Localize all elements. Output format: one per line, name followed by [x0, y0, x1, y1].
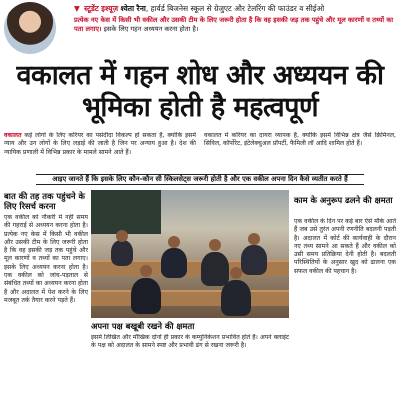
student	[201, 252, 229, 286]
author-role: हार्वर्ड बिजनेस स्कूल से ग्रेजुएट और टेलरिंग की फाउंडर व सीईओ	[150, 4, 325, 13]
byline: ▼ स्टूडेंट इश्यूज़ श्वेता रैना, हार्वर्ड बिजनेस स्कूल से ग्रेजुएट और टेलरिंग की फाउंडर व सीईओ	[74, 4, 325, 13]
intro-highlight: प्रत्येक नए केस में किसी भी वकील और उसकी टीम के लिए जरूरी होता है कि वह इसकी जड़ तक पहुंचे और मूल कारणों व तथ्यों का पता लगाए।	[74, 16, 394, 33]
section-bottom-text: इसमें लिखित और मौखिक दोनों ही प्रकार के कम्युनिकेशन प्रभावित होते हैं। अपने क्लाइंट के पक्ष को अदालत के सामने स्पष्ट और प्रभावी ढंग से रखना जरूरी है।	[91, 334, 289, 350]
student-head	[168, 236, 180, 248]
section-banner: आइए जानते हैं कि इसके लिए कौन-कौन सी स्किलसेट्स जरूरी होती है और एक वकील अपना दिन कैसे व्यतीत करते हैं	[36, 174, 364, 185]
lead-column-1	[4, 132, 196, 172]
classroom-photo	[91, 190, 289, 318]
section-left-heading: बात की तह तक पहुंचने के लिए रिसर्च करना	[4, 191, 85, 211]
desk-row	[91, 290, 289, 306]
headline: वकालत में गहन शोध और अध्ययन की भूमिका होती है महत्वपूर्ण	[16, 60, 384, 123]
student	[241, 245, 267, 275]
student-head	[209, 239, 221, 251]
lead-text-2: वकालत में करियर का दायरा व्यापक है, क्योंकि इसमें विभिन्न क्षेत्र जैसे क्रिमिनल, सिविल, कॉर्पोरेट, इंटेलेक्चुअल प्रॉपर्टी, फैमिली लॉ आदि शामिल होते हैं।	[204, 132, 396, 148]
triangle-icon: ▼	[74, 4, 80, 13]
article-header	[0, 0, 400, 58]
section-right-text: एक वकील के दिन पर कई बार ऐसे मौके आते हैं जब उसे तुरंत अपनी रणनीति बदलनी पड़ती है। अदालत में कोर्ट की कार्यवाही के दौरान नए तथ्य सामने आ सकते हैं और वकील को उसी समय प्रतिक्रिया देनी होती है। बदलती परिस्थितियों के अनुसार खुद को ढालना एक सफल वकील की पहचान है।	[294, 218, 396, 275]
student	[221, 280, 251, 316]
author-name: श्वेता रैना	[120, 4, 146, 13]
author-avatar	[4, 2, 56, 54]
student-head	[230, 267, 242, 279]
intro-text	[74, 16, 396, 34]
section-bottom-heading: अपना पक्ष बखूबी रखने की क्षमता	[91, 321, 195, 331]
column-brand: स्टूडेंट इश्यूज़	[84, 4, 119, 13]
student	[131, 278, 161, 314]
section-right-heading: काम के अनुरूप ढलने की क्षमता	[294, 195, 393, 205]
drop-word: वकालत	[4, 132, 22, 139]
chalkboard	[91, 190, 161, 234]
student-head	[140, 265, 152, 277]
student	[111, 240, 133, 266]
student-head	[248, 233, 260, 245]
lead-text-1: कई लोगों के लिए करियर का पसंदीदा विकल्प हो सकता है, क्योंकि इसमें न्याय और उन लोगों के लिए लड़ाई की जाती है जिन पर अन्याय हुआ है। देश की न्यायिक प्रणाली में विभिन्न प्रकार के मामले सामने आते हैं।	[4, 132, 196, 156]
student	[161, 248, 187, 278]
lead-column-2	[204, 132, 396, 172]
section-left-text: एक वकील को नौकरी में नहीं समय की गहराई से अध्ययन करना होता है। प्रत्येक नए केस में किसी भी वकील और उसकी टीम के लिए जरूरी होता है कि वह इसकी जड़ तक पहुंचे और मूल कारणों व तथ्यों का पता लगाए। इसके लिए अध्ययन करना होता है। एक वकील को जांच-पड़ताल से संबंधित तथ्यों का अध्ययन करना होता है और अदालत में पेश करने के लिए मजबूत तर्क तैयार करने पड़ते हैं।	[4, 214, 88, 304]
student-head	[116, 230, 128, 242]
intro-rest: इसके लिए गहन अध्ययन करना होता है।	[103, 25, 199, 33]
